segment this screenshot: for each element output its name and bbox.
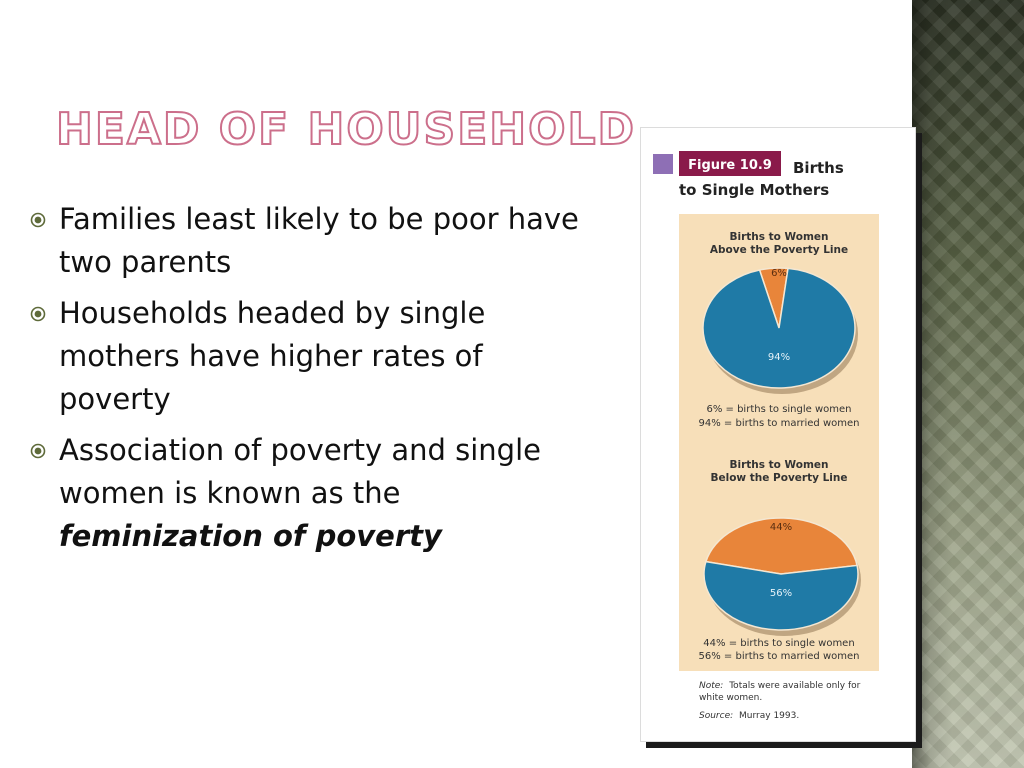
bullet-text: Families least likely to be poor have two parents (59, 202, 579, 279)
bullet-list (26, 198, 586, 566)
note-text-1: Totals were available only for (729, 681, 861, 691)
figure-title-line2: to Single Mothers (679, 181, 830, 199)
bullet-emphasis: feminization of poverty (59, 519, 442, 553)
chart2-title-line1: Births to Women (729, 459, 829, 471)
circled-dot-icon (30, 306, 46, 322)
chart1-title-line2: Above the Poverty Line (709, 244, 849, 256)
bullet-text: Households headed by single mothers have higher rates of poverty (59, 296, 486, 416)
chart2-legend-1: 44% = births to single women (703, 638, 855, 649)
figure-svg (641, 128, 915, 741)
circled-dot-icon (30, 443, 46, 459)
chart2-title-line2: Below the Poverty Line (710, 472, 848, 484)
note-text-2: white women. (699, 693, 763, 703)
note-line1 (699, 681, 861, 691)
figure-label: Figure 10.9 (688, 158, 772, 173)
pie-slice-label: 44% (769, 522, 793, 533)
chart1-legend-1: 6% = births to single women (706, 404, 852, 415)
source-text: Murray 1993. (739, 711, 800, 721)
source-label: Source: (699, 711, 734, 721)
bullet-item (26, 198, 586, 284)
bullet-item (26, 292, 586, 421)
bullet-item (26, 429, 586, 558)
note-label: Note: (699, 681, 724, 691)
chart1-title-line1: Births to Women (729, 231, 829, 243)
figure-title-line1: Births (793, 159, 844, 177)
pie-slice-label: 6% (771, 268, 787, 279)
pie-slice-label: 56% (769, 588, 793, 599)
figure-square (653, 154, 673, 174)
chart2-legend-2: 56% = births to married women (698, 651, 860, 662)
decorative-side-band (912, 0, 1024, 768)
slide-title: HEAD OF HOUSEHOLD (56, 104, 637, 155)
bullet-text: Association of poverty and single women is known as the (59, 433, 541, 510)
chart1-legend-2: 94% = births to married women (698, 418, 860, 429)
figure-panel (640, 127, 916, 742)
circled-dot-icon (30, 212, 46, 228)
source-line (699, 711, 799, 721)
pie-slice-label: 94% (767, 352, 791, 363)
